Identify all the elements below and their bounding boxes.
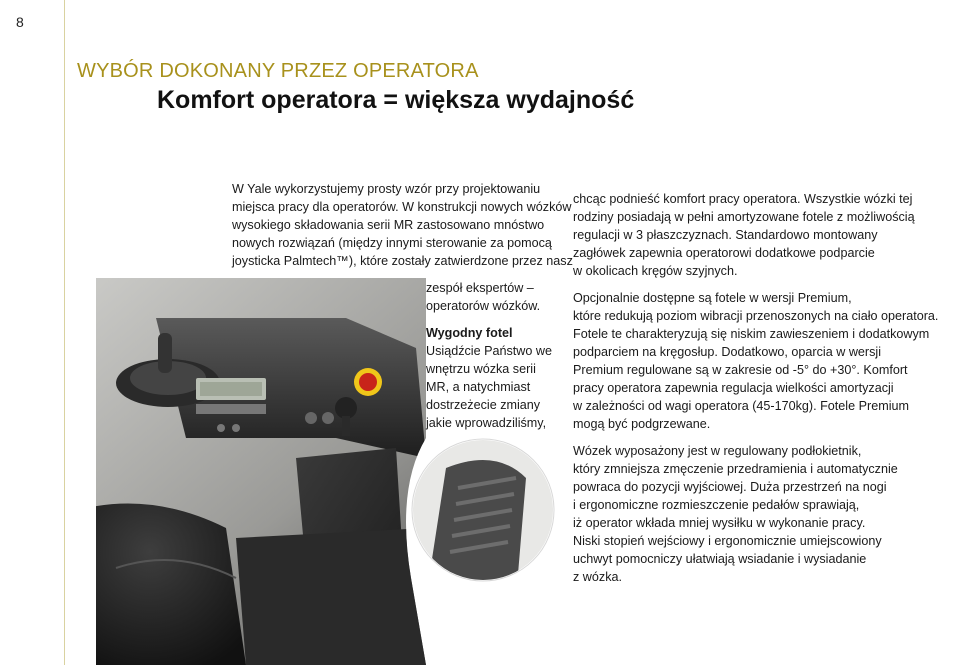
paragraph-armrest <box>573 442 943 586</box>
intro-line: W Yale wykorzystujemy prosty wzór przy projektowaniu <box>232 182 541 196</box>
text-line: uchwyt pomocniczy ułatwiają wsiadanie i wysiadanie <box>573 552 867 566</box>
page-title: Komfort operatora = większa wydajność <box>157 86 635 114</box>
text-line: zagłówek zapewnia operatorowi dodatkowe podparcie <box>573 246 875 260</box>
text-line: mogą być podgrzewane. <box>573 417 711 431</box>
text-line: iż operator wkłada mniej wysiłku w wykonanie pracy. <box>573 516 866 530</box>
text-line: z wózka. <box>573 570 622 584</box>
intro-line: miejsca pracy dla operatorów. W konstrukcji nowych wózków <box>232 200 572 214</box>
seat-heading: Wygodny fotel <box>426 326 513 340</box>
seat-line: jakie wprowadziliśmy, <box>426 416 547 430</box>
intro-line: operatorów wózków. <box>426 299 541 313</box>
intro-line: zespół ekspertów – <box>426 281 534 295</box>
text-line: Premium regulowane są w zakresie od -5° do +30°. Komfort <box>573 363 908 377</box>
text-line: rodziny posiadają w pełni amortyzowane fotele z możliwością <box>573 210 915 224</box>
text-line: podparciem na kręgosłup. Dodatkowo, oparcia w wersji <box>573 345 881 359</box>
text-line: Niski stopień wejściowy i ergonomicznie umiejscowiony <box>573 534 882 548</box>
seat-line: Usiądźcie Państwo we <box>426 344 552 358</box>
seat-line: MR, a natychmiast <box>426 380 531 394</box>
intro-line: joysticka Palmtech™), które zostały zatwierdzone przez nasz <box>232 254 573 268</box>
right-column <box>573 190 943 586</box>
section-heading: WYBÓR DOKONANY PRZEZ OPERATORA <box>77 60 479 82</box>
text-line: w okolicach kręgów szyjnych. <box>573 264 738 278</box>
text-line: Fotele te charakteryzują się niskim zawieszeniem i dodatkowym <box>573 327 930 341</box>
text-line: i ergonomiczne rozmieszczenie pedałów sprawiają, <box>573 498 860 512</box>
text-line: pracy operatora zapewnia regulacja wielkości amortyzacji <box>573 381 894 395</box>
intro-paragraph <box>232 180 572 270</box>
text-line: Opcjonalnie dostępne są fotele w wersji Premium, <box>573 291 852 305</box>
seat-line: wnętrzu wózka serii <box>426 362 536 376</box>
text-line: powraca do pozycji wyjściowej. Duża przestrzeń na nogi <box>573 480 887 494</box>
intro-continuation <box>426 279 576 432</box>
seat-line: dostrzeżecie zmiany <box>426 398 541 412</box>
text-line: w zależności od wagi operatora (45-170kg). Fotele Premium <box>573 399 909 413</box>
text-line: regulacji w 3 płaszczyznach. Standardowo montowany <box>573 228 878 242</box>
paragraph-seats <box>573 190 943 280</box>
intro-line: nowych rozwiązań (między innymi sterowanie za pomocą <box>232 236 552 250</box>
text-line: który zmniejsza zmęczenie przedramienia i automatycznie <box>573 462 898 476</box>
text-line: które redukują poziom wibracji przenoszonych na ciało operatora. <box>573 309 939 323</box>
paragraph-premium <box>573 289 943 433</box>
text-line: Wózek wyposażony jest w regulowany podłokietnik, <box>573 444 862 458</box>
text-line: chcąc podnieść komfort pracy operatora. Wszystkie wózki tej <box>573 192 913 206</box>
intro-line: wysokiego składowania serii MR zastosowano mnóstwo <box>232 218 545 232</box>
page-number: 8 <box>16 14 24 30</box>
margin-rule <box>64 0 65 665</box>
